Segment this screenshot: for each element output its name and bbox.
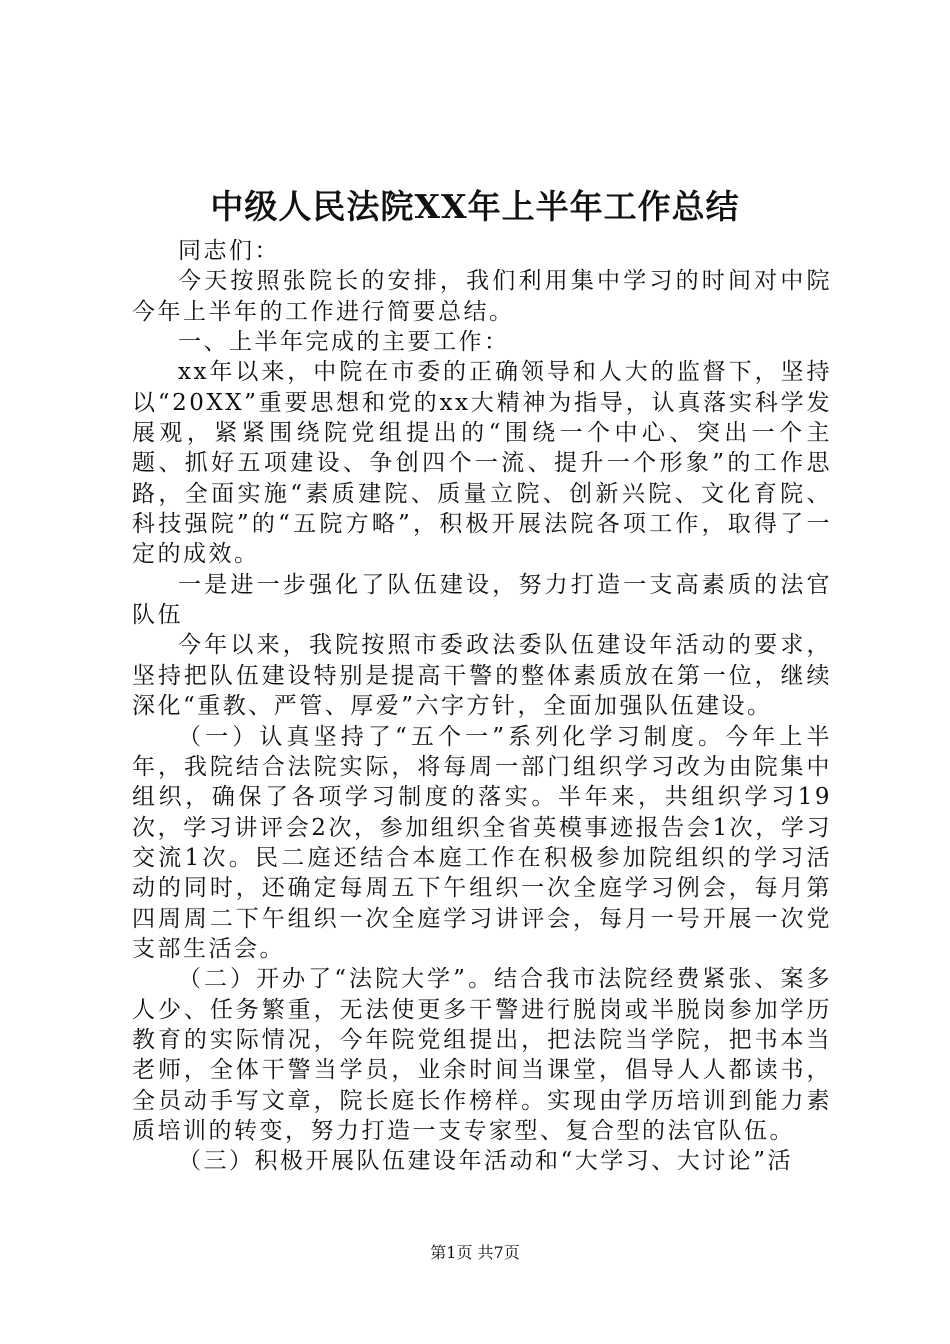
paragraph-intro: 今天按照张院长的安排，我们利用集中学习的时间对中院今年上半年的工作进行简要总结。 xyxy=(132,268,832,325)
document-body xyxy=(132,236,832,1177)
section-heading-main-work: 一、上半年完成的主要工作： xyxy=(178,329,510,356)
document-title: 中级人民法院XX年上半年工作总结 xyxy=(210,187,740,226)
paragraph-greeting: 同志们： xyxy=(178,238,280,264)
paragraph-item-3: （三）积极开展队伍建设年活动和“大学习、大讨论”活 xyxy=(178,1148,794,1175)
paragraph-overview: xx年以来，中院在市委的正确领导和人大的监督下，坚持以“20XX”重要思想和党的xx大精神为指导，认真落实科学发展观，紧紧围绕院党组提出的“围绕一个中心、突出一个主题、抓好五项建设、争创四个一流、提升一个形象”的工作思路，全面实施“素质建院、质量立院、创新兴院、文化育院、科技强院”的“五院方略”，积极开展法院各项工作，取得了一定的成效。 xyxy=(132,359,832,568)
subheading-team-building: 一是进一步强化了队伍建设，努力打造一支高素质的法官队伍 xyxy=(132,571,832,629)
paragraph-item-2: （二）开办了“法院大学”。结合我市法院经费紧张、案多人少、任务繁重，无法使更多干警进行脱岗或半脱岗参加学历教育的实际情况，今年院党组提出，把法院当学院，把书本当老师，全体干警当学员，业余时间当课堂，倡导人人都读书，全员动手写文章，院长庭长作榜样。实现由学历培训到能力素质培训的转变，努力打造一支专家型、复合型的法官队伍。 xyxy=(132,966,832,1144)
paragraph-team-building: 今年以来，我院按照市委政法委队伍建设年活动的要求，坚持把队伍建设特别是提高干警的整体素质放在第一位，继续深化“重教、严管、厚爱”六字方针，全面加强队伍建设。 xyxy=(132,632,832,720)
paragraph-item-1: （一）认真坚持了“五个一”系列化学习制度。今年上半年，我院结合法院实际，将每周一部门组织学习改为由院集中组织，确保了各项学习制度的落实。半年来，共组织学习19次，学习讲评会2次，参加组织全省英模事迹报告会1次，学习交流1次。民二庭还结合本庭工作在积极参加院组织的学习活动的同时，还确定每周五下午组织一次全庭学习例会，每月第四周周二下午组织一次全庭学习讲评会，每月一号开展一次党支部生活会。 xyxy=(132,723,832,962)
page-footer: 第1页 共7页 xyxy=(430,1243,520,1262)
